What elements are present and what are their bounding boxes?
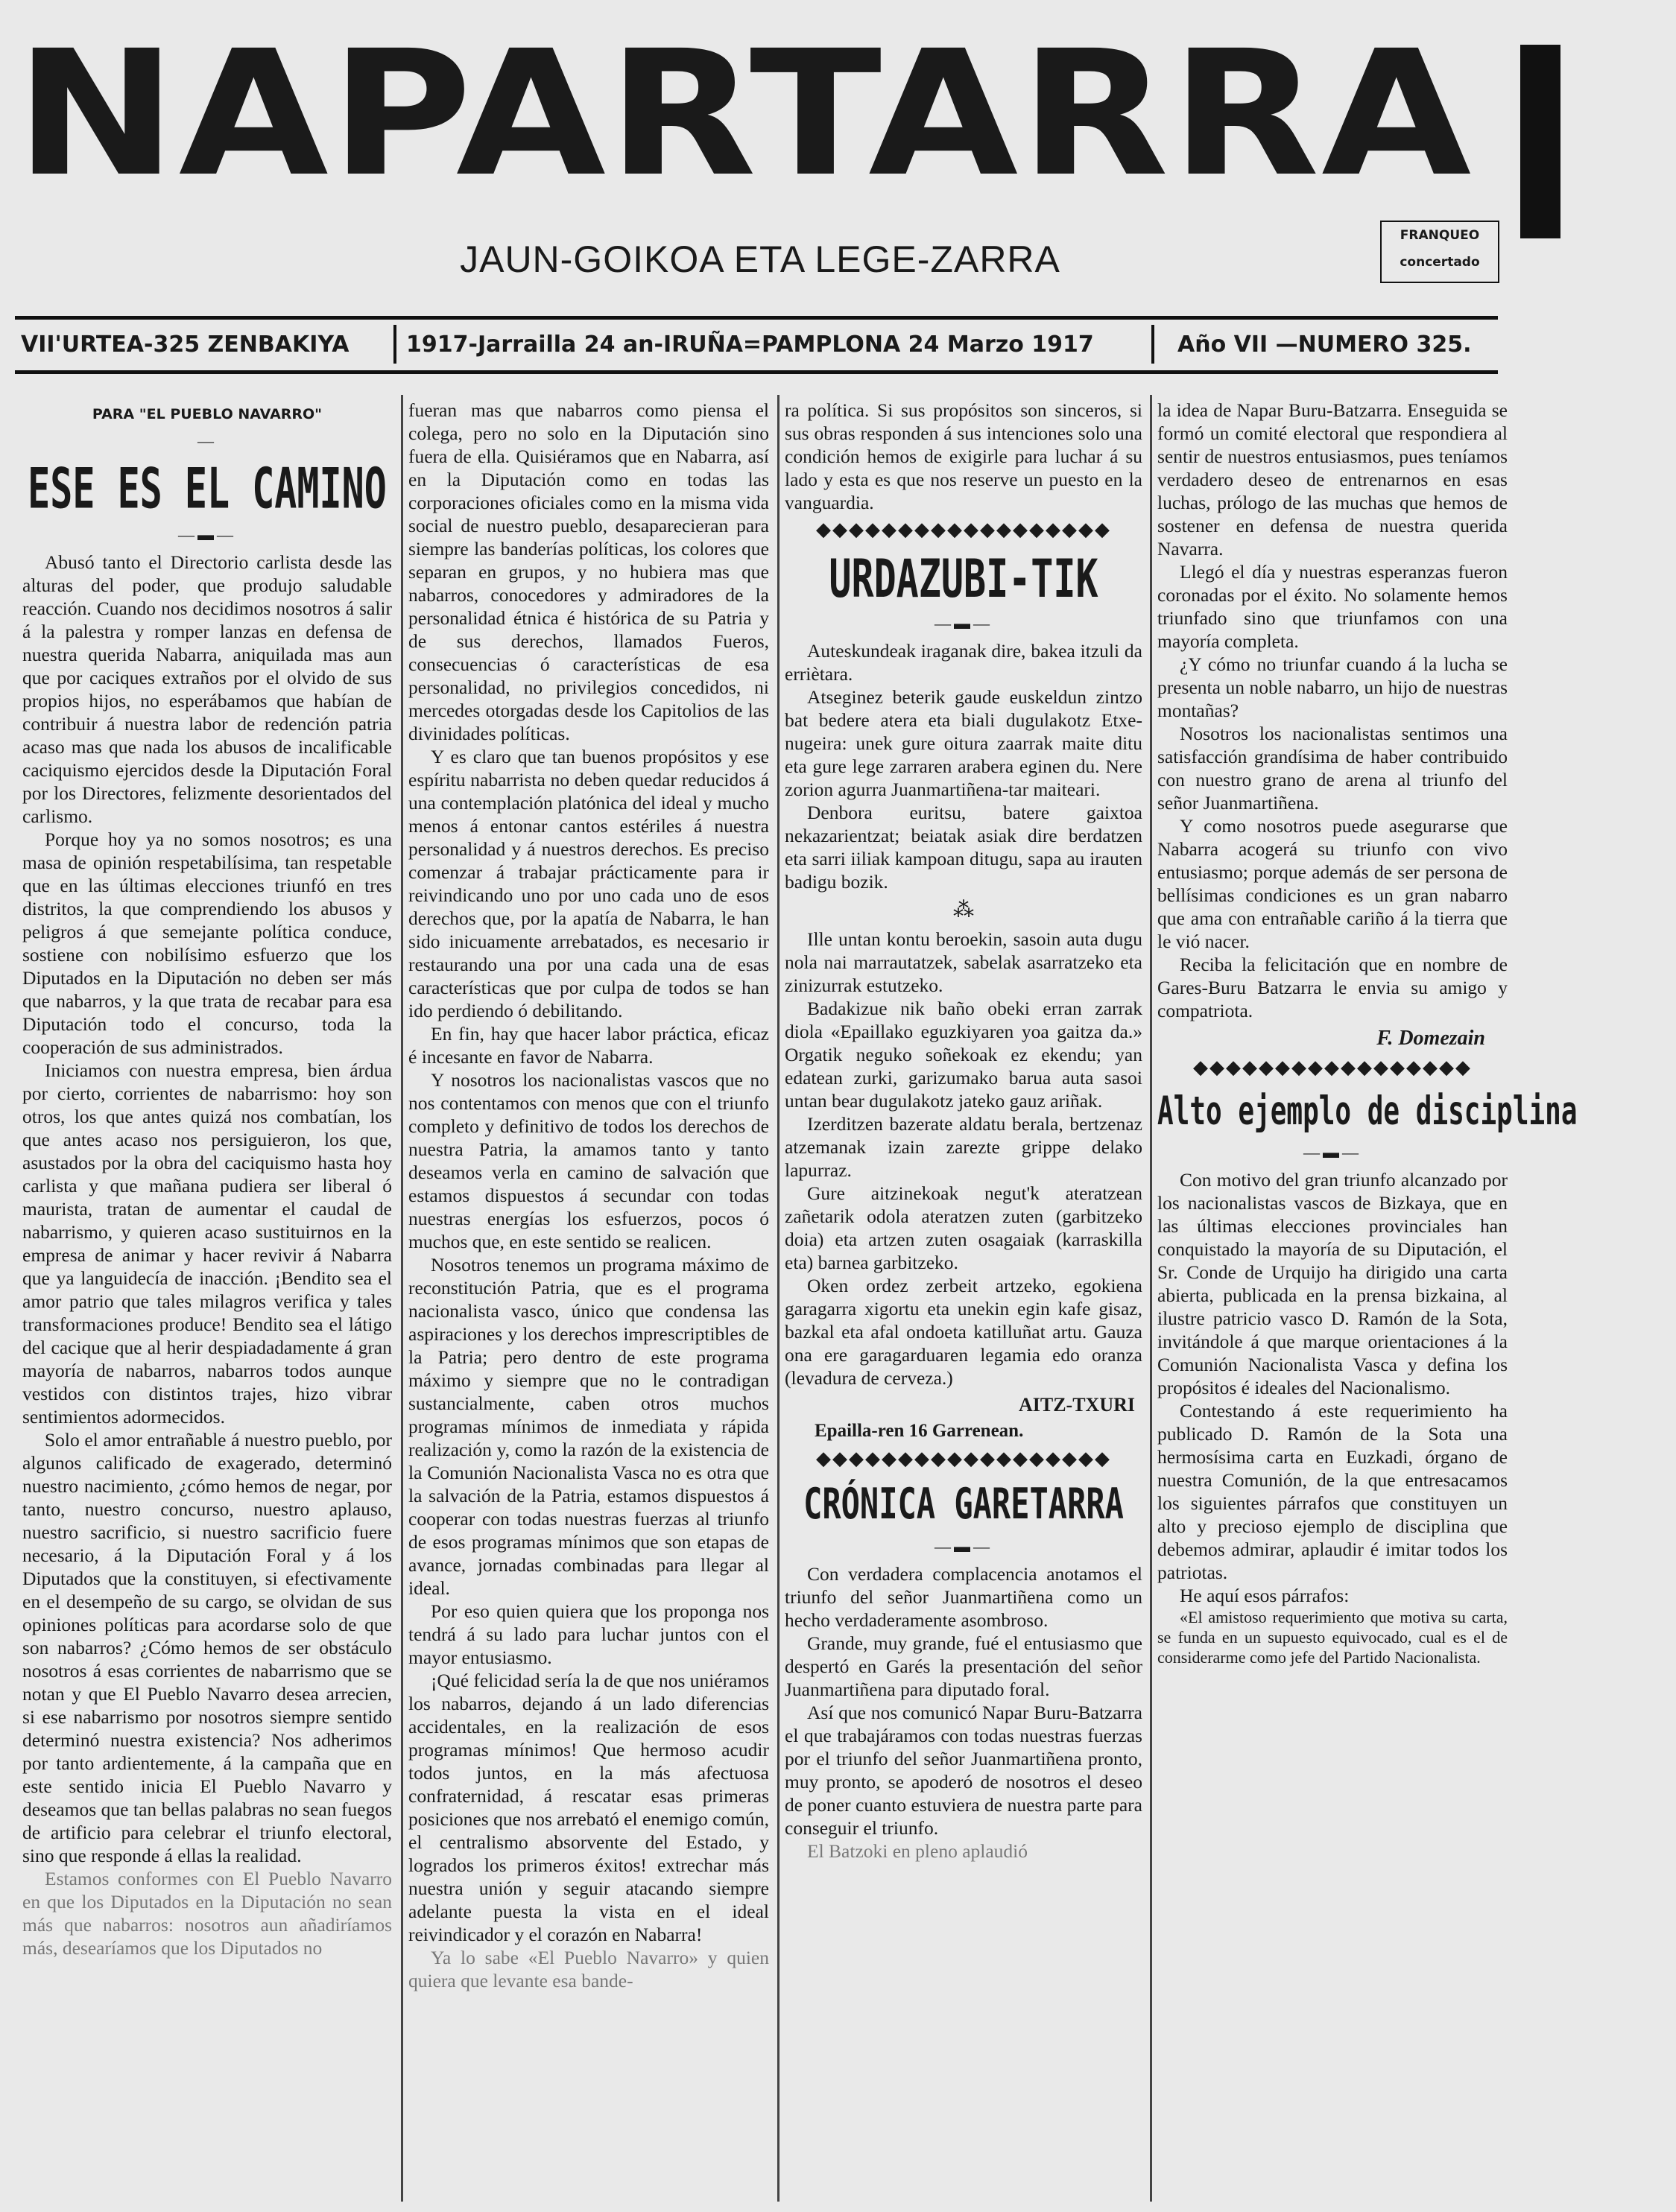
article-paragraph: Iniciamos con nuestra empresa, bien árdua por cierto, corrientes de nabarrismo: hoy son otros, los que antes quizá nos combatían, los que antes acaso nos persiguieron, los que, asustados por la obra del caciquismo hasta hoy carlista y que mañana pudiera ser liberal ó maurista, tratan de aumentar el caudal de nabarrismo, y quieren acaso sustituirnos en la empresa de animar y hacer revivir á Nabarra que ya languidecía de inacción. ¡Bendito sea el amor patrio que tales milagros verifica y tales transformaciones produce! Bendito sea el látigo del cacique que al herir despiadadamente á gran mayoría de nabarros, nabarros todos aunque vestidos con distintos trajes, hizo vibrar sentimientos adormecidos. — [22, 1059, 392, 1427]
article-paragraph: Contestando á este requerimiento ha publicado D. Ramón de la Sota una hermosísima carta en Euzkadi, órgano de nuestra Comunión, de la que entresacamos los siguientes párrafos que constituyen un alto y precioso ejemplo de disciplina que debemos admirar, aplaudir é imitar todos los patriotas. — [1157, 1400, 1508, 1583]
masthead-motto: JAUN-GOIKOA ETA LEGE-ZARRA — [460, 238, 1060, 280]
article-paragraph: Ya lo sabe «El Pueblo Navarro» y quien quiera que levante esa bande- — [408, 1947, 769, 1991]
ornament-vine: ◆◆◆◆◆◆◆◆◆◆◆◆◆◆◆◆◆◆ — [816, 519, 1111, 540]
article-signature: AITZ-TXURI — [1018, 1394, 1135, 1416]
article-paragraph: Atseginez beterik gaude euskeldun zintzo bat bedere atera eta biali dugulakotz Etxe-nugeira: unek gure oitura zaarrak maite ditu eta gure lege zarraren arabera eginen du. Nere zorion agurra Juanmartiñena-tar maiteari. — [785, 686, 1142, 800]
article-paragraph: Llegó el día y nuestras esperanzas fueron coronadas por el éxito. No solamente hemos triunfado sino que triunfamos con una mayoría completa. — [1157, 561, 1508, 652]
article-headline: URDAZUBI-TIK — [829, 548, 1098, 609]
column-1 — [22, 399, 392, 2202]
article-paragraph: Gure aitzinekoak negut'k ateratzean zañetarik odola ateratzen zuten (garbitzeko doia) eta artzen zuten osagaiak (karraskilla eta) barnea garbitzeko. — [785, 1182, 1142, 1273]
article-paragraph: Grande, muy grande, fué el entusiasmo que despertó en Garés la presentación del señor Juanmartiñena para diputado foral. — [785, 1632, 1142, 1700]
column-3 — [785, 399, 1142, 2202]
dateline-center: 1917-Jarrailla 24 an-IRUÑA=PAMPLONA 24 Marzo 1917 — [406, 332, 1094, 358]
ornament-asterism: ⁂ — [953, 899, 974, 922]
article-paragraph: Oken ordez zerbeit artzeko, egokiena garagarra xigortu eta unekin egin kafe gisaz, bazkal eta afal ondoeta katilluñat artu. Gauza ona ere garagarduaren legamia edo oranza (levadura de cerveza.) — [785, 1275, 1142, 1389]
article-headline: CRÓNICA GARETARRA — [803, 1479, 1124, 1529]
dateline-divider — [1151, 325, 1154, 364]
article-headline: ESE ES EL CAMINO — [28, 456, 387, 522]
article-paragraph: Reciba la felicitación que en nombre de Gares-Buru Batzarra le envia su amigo y compatriota. — [1157, 954, 1508, 1021]
ornament-vine: ◆◆◆◆◆◆◆◆◆◆◆◆◆◆◆◆◆ — [1193, 1056, 1472, 1078]
article-paragraph: Auteskundeak iraganak dire, bakea itzuli da erriètara. — [785, 640, 1142, 685]
column-rule — [777, 395, 780, 2202]
article-paragraph: ra política. Si sus propósitos son sinceros, si sus obras responden á sus intenciones solo una condición hemos de exigirle para luchar á su lado y esta es que nos reserve un puesto en la vanguardia. — [785, 399, 1142, 513]
article-paragraph: Nosotros los nacionalistas sentimos una satisfacción grandísima de haber contribuido con nuestro grano de arena al triunfo del señor Juanmartiñena. — [1157, 723, 1508, 814]
ornament-rule: —▬— — [178, 525, 236, 544]
franqueo-line-2: concertado — [1400, 255, 1480, 270]
column-4 — [1157, 399, 1578, 2202]
franqueo-line-1: FRANQUEO — [1400, 228, 1480, 243]
dateline-divider — [393, 325, 396, 364]
article-paragraph: He aquí esos párrafos: — [1180, 1585, 1350, 1606]
ornament-vine: ◆◆◆◆◆◆◆◆◆◆◆◆◆◆◆◆◆◆ — [816, 1448, 1111, 1469]
article-dateplace: Epailla-ren 16 Garrenean. — [815, 1421, 1024, 1441]
ornament-rule: —▬— — [935, 614, 993, 633]
article-paragraph: ¡Qué felicidad sería la de que nos uniéramos los nabarros, dejando á un lado diferencias accidentales, en la realización de esos programas mínimos! Que hermoso acudir todos juntos, en la más afectuosa confraternidad, á rescatar esas primeras posiciones que nos arrebató el enemigo común, el centralismo absorvente del Estado, y logrados los primeros éxitos! extrechar más nuestra unión y seguir atacando siempre adelante puesta la vista en el ideal reivindicador y el corazón en Nabarra! — [408, 1670, 769, 1945]
article-kicker: PARA "EL PUEBLO NAVARRO" — [92, 406, 323, 422]
article-paragraph: Porque hoy ya no somos nosotros; es una masa de opinión respetabilísima, tan respetable que en las últimas elecciones triunfó en tres distritos, la que comprendiendo los abusos y peligros á que semejante política conduce, sostiene con nobilísimo esfuerzo que los Diputados en la Diputación no deben ser más que nabarros, y la que trata de recabar para esa Diputación todo el concurso, toda la cooperación de sus administrados. — [22, 828, 392, 1058]
column-rule — [1150, 395, 1152, 2202]
article-paragraph: ¿Y cómo no triunfar cuando á la lucha se presenta un noble nabarro, un hijo de nuestras montañas? — [1157, 653, 1508, 721]
article-paragraph: Estamos conformes con El Pueblo Navarro en que los Diputados en la Diputación no sean más que nabarros: nosotros aun añadiríamos más, desearíamos que los Diputados no — [22, 1868, 392, 1959]
article-signature: F. Domezain — [1376, 1027, 1485, 1050]
edge-black-bar — [1520, 45, 1560, 238]
column-2 — [408, 399, 769, 2202]
article-paragraph: Izerditzen bazerate aldatu berala, bertzenaz atzemanak izain zarezte grippe delako lapurraz. — [785, 1113, 1142, 1181]
ornament-rule: —▬— — [1303, 1143, 1362, 1162]
dateline-top-rule — [15, 316, 1498, 320]
article-paragraph: la idea de Napar Buru-Batzarra. Enseguida se formó un comité electoral que respondiera al sentir de nuestros entusiasmos, pues teníamos verdadero deseo de entrenarnos en esas luchas, prólogo de las muchas que hemos de sostener en defensa de nuestra querida Navarra. — [1157, 399, 1508, 560]
article-paragraph: Solo el amor entrañable á nuestro pueblo, por algunos calificado de exagerado, determinó nuestro nacimiento, ¿cómo hemos de negar, por tanto, nuestro concurso, nuestro aplauso, nuestro sacrificio, si nuestro sacrificio fuere necesario, á la Diputación Foral y á los Diputados que la constituyen, si efectivamente en el desempeño de su cargo, se olvidan de sus opiniones políticas para acordarse solo de que son nabarros? ¿Cómo hemos de ser obstáculo nosotros á esas corrientes de nabarrismo que se notan y que El Pueblo Navarro desea arrecien, si ese nabarrismo por nosotros siempre sentido determinó nuestra existencia? Nos adherimos por tanto ardientemente, á la campaña que en este sentido inicia El Pueblo Navarro y deseamos que tan bellas palabras no sean fuegos de artificio para celebrar el triunfo electoral, sino que responde á ellas la realidad. — [22, 1429, 392, 1866]
masthead-title: NAPARTARRA — [15, 13, 1473, 215]
column-rule — [401, 395, 403, 2202]
article-paragraph: En fin, hay que hacer labor práctica, eficaz é incesante en favor de Nabarra. — [408, 1023, 769, 1068]
ornament-rule: — — [197, 431, 217, 450]
article-paragraph: Badakizue nik baño obeki erran zarrak diola «Epaillako eguzkiyaren yoa gaitza da.» Orgatik neguko soñekoak ez ekendu; yan edatean zurki, garizumako barua auta sasoi untan bear dugulakotz jateko gauz ariñak. — [785, 998, 1142, 1112]
ornament-rule: —▬— — [935, 1537, 993, 1556]
dateline-right: Año VII —NUMERO 325. — [1177, 332, 1472, 358]
article-paragraph: Por eso quien quiera que los proponga nos tendrá á su lado para luchar juntos con el mayor entusiasmo. — [408, 1600, 769, 1668]
article-quote: «El amistoso requerimiento que motiva su carta, se funda en un supuesto equivocado, cual es el de considerarme como jefe del Partido Nacionalista. — [1157, 1608, 1508, 1667]
article-paragraph: Y nosotros los nacionalistas vascos que no nos contentamos con menos que con el triunfo completo y definitivo de todos los derechos de nuestra Patria, la amamos tanto y tanto deseamos verla en camino de salvación que estamos dispuestos á secundar con todas nuestras energías los esfuerzos, pocos ó muchos que, en este sentido se realicen. — [408, 1069, 769, 1252]
article-paragraph: Y como nosotros puede asegurarse que Nabarra acogerá su triunfo con vivo entusiasmo; porque además de ser persona de bellísimas condiciones es un gran nabarro que ama con entrañable cariño á la tierra que le vió nacer. — [1157, 815, 1508, 952]
article-paragraph: fueran mas que nabarros como piensa el colega, pero no solo en la Diputación sino fuera de ella. Quisiéramos que en Nabarra, así en la Diputación como en todas las corporaciones oficiales como en la misma vida social de nuestro pueblo, desaparecieran para siempre las banderías políticas, los colores que separan en grupos, y no hubiera mas que nabarros, conocedores y admiradores de la personalidad étnica é histórica de su Patria y de sus derechos, llamados Fueros, consecuencias ó características de esa personalidad, no privilegios concedidos, ni mercedes otorgadas desde los Capitolios de las divinidades políticas. — [408, 399, 769, 744]
article-paragraph: Nosotros tenemos un programa máximo de reconstitución Patria, que es el programa nacionalista vasco, único que condensa las aspiraciones y los derechos imprescriptibles de la Patria; pero dentro de este programa máximo y siempre que no le contradigan sustancialmente, caben otros muchos programas mínimos de inmediata y rápida realización y, como la razón de la existencia de la Comunión Nacionalista Vasca no es otra que la salvación de la Patria, estamos dispuestos á cooperar con todas nuestras fuerzas al triunfo de esos programas mínimos que son etapas de avance, jornadas combinadas para llegar al ideal. — [408, 1254, 769, 1599]
dateline-left: VII'URTEA-325 ZENBAKIYA — [21, 332, 350, 358]
article-paragraph: Así que nos comunicó Napar Buru-Batzarra el que trabajáramos con todas nuestras fuerzas por el triunfo del señor Juanmartiñena pronto, muy pronto, se apoderó de nosotros el deseo de poner cuanto estuviera de nuestra parte para conseguir el triunfo. — [785, 1702, 1142, 1839]
article-headline: Alto ejemplo de disciplina — [1157, 1089, 1578, 1134]
article-paragraph: Con verdadera complacencia anotamos el triunfo del señor Juanmartiñena como un hecho verdaderamente asombroso. — [785, 1563, 1142, 1631]
article-paragraph: Denbora euritsu, batere gaixtoa nekazarientzat; beiatak asiak dire berdatzen eta sarri iiliak kampoan ditugu, sapa au irauten badigu bozik. — [785, 802, 1142, 893]
article-paragraph: Con motivo del gran triunfo alcanzado por los nacionalistas vascos de Bizkaya, que en las últimas elecciones provinciales han conquistado la mayoría de su Diputación, el Sr. Conde de Urquijo ha dirigido una carta abierta, publicada en la prensa bizkaina, al ilustre patricio vasco D. Ramón de la Sota, invitándole á que marque orientaciones á la Comunión Nacionalista Vasca y defina los propósitos é ideales del Nacionalismo. — [1157, 1169, 1508, 1398]
article-paragraph: Abusó tanto el Directorio carlista desde las alturas del poder, que produjo saludable reacción. Cuando nos decidimos nosotros á salir á la palestra y romper lanzas en defensa de nuestra querida Nabarra, aniquilada mas aun que por caciques extraños por el olvido de sus propios hijos, no esperábamos que habían de contribuir á nuestra labor de redención patria acaso mas que nada los abusos de incalificable caciquismo ejercidos desde la Diputación Foral por los Directores, felizmente desorientados del carlismo. — [22, 551, 392, 827]
franqueo-stamp — [1380, 221, 1499, 283]
article-paragraph: El Batzoki en pleno aplaudió — [807, 1840, 1028, 1862]
dateline-bottom-rule — [15, 370, 1498, 374]
article-paragraph: Y es claro que tan buenos propósitos y ese espíritu nabarrista no deben quedar reducidos á una contemplación platónica del ideal y mucho menos á entonar cantos estériles á nuestra personalidad y á nuestros derechos. Es preciso comenzar á trabajar prácticamente para ir reivindicando uno por uno cada uno de esos derechos que, por la apatía de Nabarra, le han sido inicuamente arrebatados, es necesario ir restaurando una por una cada una de esas características que por culpa de todos se han ido perdiendo ó debilitando. — [408, 746, 769, 1021]
article-paragraph: Ille untan kontu beroekin, sasoin auta dugu nola nai marrautatzek, sabelak asarratzeko eta zinizurrak estutzeko. — [785, 928, 1142, 996]
